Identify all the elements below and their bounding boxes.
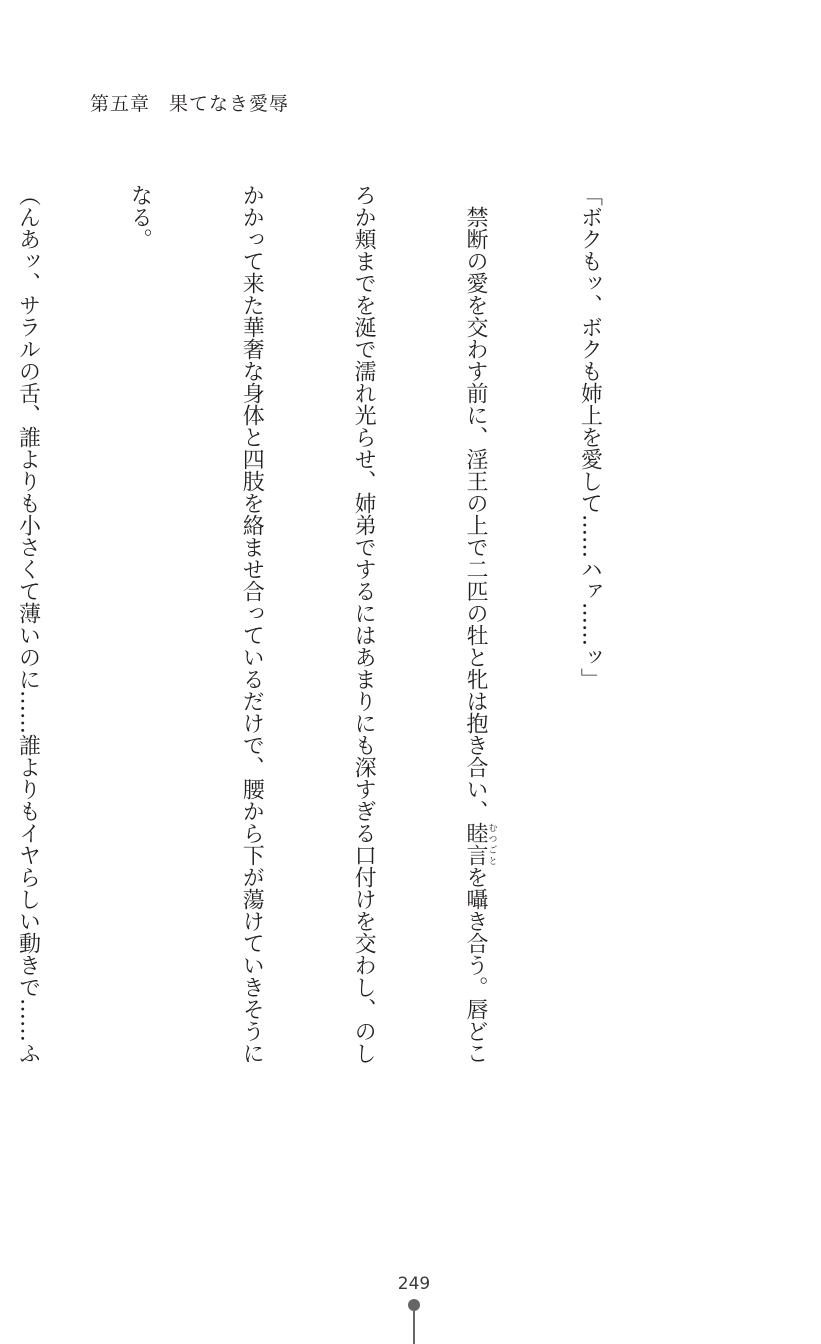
ruby-reading: むつごと bbox=[486, 822, 497, 866]
text-line: なる。 bbox=[127, 184, 153, 250]
ruby-annotation: 睦言むつごと bbox=[463, 822, 497, 866]
text-line: 「ボクもッ、ボクも姉上を愛して……ハァ……ッ」 bbox=[577, 184, 603, 690]
body-text bbox=[0, 184, 683, 1084]
page-number: 249 bbox=[397, 1274, 431, 1294]
page-marker-line bbox=[413, 1311, 415, 1344]
page-marker-dot bbox=[408, 1299, 420, 1311]
running-header bbox=[90, 89, 289, 116]
chapter-label: 第五章 bbox=[90, 93, 151, 115]
text-line: ろか頬までを涎で濡れ光らせ、姉弟でするにはあまりにも深すぎる口付けを交わし、のし bbox=[351, 184, 377, 1064]
text-line: 禁断の愛を交わす前に、淫王の上で二匹の牡と牝は抱き合い、睦言むつごとを囁き合う。唇どこ bbox=[463, 184, 497, 1064]
text-line: かかって来た華奢な身体と四肢を絡ませ合っているだけで、腰から下が蕩けていきそうに bbox=[239, 184, 265, 1064]
chapter-title: 果てなき愛辱 bbox=[169, 93, 290, 115]
text-line: （んあッ、サラルの舌、誰よりも小さくて薄いのに……誰よりもイヤらしい動きで……ふ bbox=[15, 184, 41, 1064]
